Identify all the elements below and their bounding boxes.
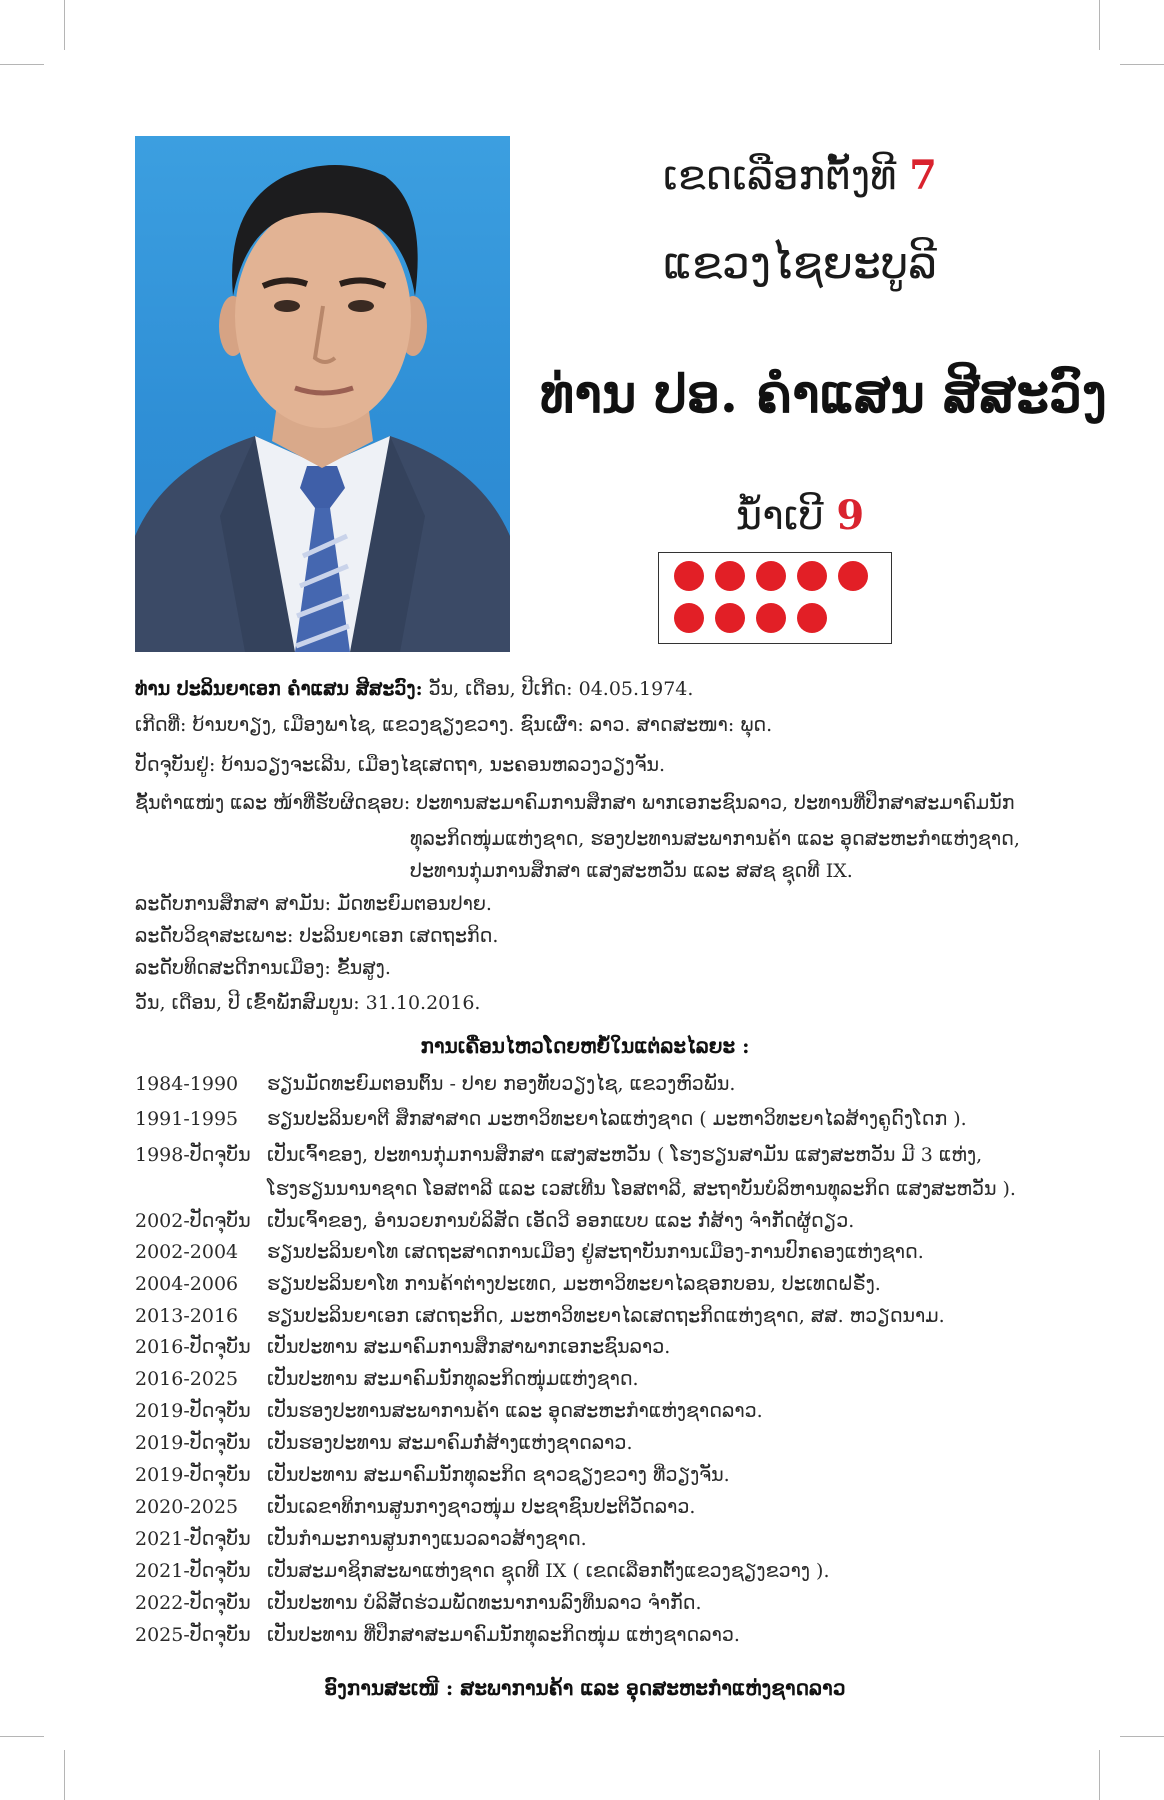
timeline-text: ເປັນກຳມະການສູນກາງແນວລາວສ້າງຊາດ.: [267, 1528, 587, 1550]
timeline-year: 2020-2025: [135, 1496, 239, 1518]
timeline-text: ເປັນເລຂາທິການສູນກາງຊາວໜຸ່ມ ປະຊາຊົນປະຕິວັດລາວ.: [267, 1496, 696, 1518]
bio-party-join-date: ວັນ, ເດືອນ, ປີ ເຂົ້າພັກສົມບູນ: 31.10.2016.: [135, 992, 481, 1014]
crop-mark: [1099, 0, 1100, 50]
proposing-organization: ອົງການສະເໜີ : ສະພາການຄ້າ ແລະ ອຸດສະຫະກຳແຫ່ງຊາດລາວ: [324, 1676, 846, 1700]
timeline-year: 2002-ປັດຈຸບັນ: [135, 1210, 251, 1232]
timeline-text: ເປັນປະທານ ສະມາຄົມນັກທຸລະກິດໜຸ່ມແຫ່ງຊາດ.: [267, 1368, 639, 1390]
candidate-name: ທ່ານ ປອ. ຄຳແສນ ສີສະວົງ: [540, 364, 1107, 425]
timeline-year: 2016-2025: [135, 1368, 239, 1390]
timeline-row: [135, 1464, 730, 1486]
bio-positions-cont: ທຸລະກິດໜຸ່ມແຫ່ງຊາດ, ຮອງປະທານສະພາການຄ້າ ແລະ ອຸດສະຫະກຳແຫ່ງຊາດ,: [410, 828, 1020, 850]
crop-mark: [1099, 1750, 1100, 1800]
timeline-text: ເປັນປະທານ ສະມາຄົມນັກທຸລະກິດ ຊາວຊຽງຂວາງ ທີ່ວຽງຈັນ.: [267, 1464, 730, 1486]
crop-mark: [0, 64, 44, 65]
crop-mark: [1120, 1736, 1164, 1737]
ballot-dot: [674, 603, 704, 633]
bio-birth: [135, 678, 693, 700]
ballot-dot: [838, 561, 868, 591]
bio-birthplace: ເກີດທີ່: ບ້ານບາຽງ, ເມືອງພາໄຊ, ແຂວງຊຽງຂວາງ. ຊົນເຜົ່າ: ລາວ. ສາດສະໜາ: ພຸດ.: [135, 714, 773, 736]
timeline-text: ເປັນປະທານ ບໍລິສັດຮ່ວມພັດທະນາການລົງທຶນລາວ ຈຳກັດ.: [267, 1592, 702, 1614]
timeline-row: [135, 1432, 632, 1454]
ballot-number-value: 9: [836, 492, 865, 539]
timeline-row: [135, 1368, 639, 1390]
bio-positions: ຊັ້ນຕຳແໜ່ງ ແລະ ໜ້າທີ່ຮັບຜິດຊອບ: ປະທານສະມາຄົມການສຶກສາ ພາກເອກະຊົນລາວ, ປະທານທີ່ປຶກສາສະມາຄົມນັກ: [135, 792, 1015, 814]
ballot-dot: [797, 603, 827, 633]
ballot-number-heading: [540, 492, 1060, 539]
timeline-text: ເປັນຮອງປະທານ ສະມາຄົມກໍ່ສ້າງແຫ່ງຊາດລາວ.: [267, 1432, 633, 1454]
timeline-year: 2019-ປັດຈຸບັນ: [135, 1432, 251, 1454]
timeline-text: ຮຽນປະລິນຍາຕີ ສຶກສາສາດ ມະຫາວິທະຍາໄລແຫ່ງຊາດ ( ມະຫາວິທະຍາໄລສ້າງຄູດົງໂດກ ).: [267, 1108, 967, 1130]
crop-mark: [64, 1750, 65, 1800]
ballot-number-label: ນ້ຳເບີ: [735, 493, 824, 539]
timeline-year: 2016-ປັດຈຸບັນ: [135, 1336, 251, 1358]
candidate-portrait: [135, 136, 510, 652]
timeline-row: [135, 1496, 695, 1518]
timeline-text: ຮຽນມັດທະຍົມຕອນຕົ້ນ - ປາຍ ກອງທັບວຽງໄຊ, ແຂວງຫົວພັນ.: [267, 1073, 736, 1095]
ballot-dot: [756, 561, 786, 591]
timeline-text: ຮຽນປະລິນຍາໂທ ການຄ້າຕ່າງປະເທດ, ມະຫາວິທະຍາໄລຊອກບອນ, ປະເທດຝຣັ່ງ.: [267, 1273, 881, 1295]
district-label: ເຂດເລືອກຕັ້ງທີ: [663, 153, 897, 199]
district-heading: [540, 152, 1060, 199]
timeline-year: 2021-ປັດຈຸບັນ: [135, 1560, 251, 1582]
timeline-year: 2004-2006: [135, 1273, 239, 1295]
timeline-row: [135, 1073, 735, 1095]
timeline-row: [135, 1624, 740, 1646]
timeline-year: 2019-ປັດຈຸບັນ: [135, 1464, 251, 1486]
timeline-row: [135, 1305, 945, 1327]
timeline-year: 2002-2004: [135, 1241, 239, 1263]
timeline-text: ເປັນຮອງປະທານສະພາການຄ້າ ແລະ ອຸດສະຫະກຳແຫ່ງຊາດລາວ.: [267, 1400, 763, 1422]
timeline-text: ເປັນເຈົ້າຂອງ, ອຳນວຍການບໍລິສັດ ເອັດວີ ອອກແບບ ແລະ ກໍ່ສ້າງ ຈຳກັດຜູ້ດຽວ.: [267, 1210, 855, 1232]
bio-political-theory: ລະດັບທິດສະດີການເມືອງ: ຂັ້ນສູງ.: [135, 957, 391, 979]
ballot-dot: [756, 603, 786, 633]
timeline-row: [135, 1241, 924, 1263]
timeline-year: 1991-1995: [135, 1108, 239, 1130]
timeline-row: [135, 1592, 702, 1614]
timeline-row: [135, 1144, 982, 1166]
timeline-year: 2013-2016: [135, 1305, 239, 1327]
timeline-year: 2021-ປັດຈຸບັນ: [135, 1528, 251, 1550]
ballot-dot: [674, 561, 704, 591]
ballot-dot: [715, 561, 745, 591]
district-number: 7: [909, 152, 937, 199]
timeline-year: 2019-ປັດຈຸບັນ: [135, 1400, 251, 1422]
timeline-text: ເປັນປະທານ ສະມາຄົມການສຶກສາພາກເອກະຊົນລາວ.: [267, 1336, 671, 1358]
ballot-dot: [715, 603, 745, 633]
timeline-text: ເປັນປະທານ ທີ່ປຶກສາສະມາຄົມນັກທຸລະກິດໜຸ່ມ ແຫ່ງຊາດລາວ.: [267, 1624, 740, 1646]
bio-positions-cont: ປະທານກຸ່ມການສຶກສາ ແສງສະຫວັນ ແລະ ສສຊ ຊຸດທີ IX.: [410, 860, 853, 882]
timeline-year: 1998-ປັດຈຸບັນ: [135, 1144, 251, 1166]
ballot-dot: [797, 561, 827, 591]
timeline-row: [135, 1560, 830, 1582]
timeline-text: ຮຽນປະລິນຍາໂທ ເສດຖະສາດການເມືອງ ຢູ່ສະຖາບັນການເມືອງ-ການປົກຄອງແຫ່ງຊາດ.: [267, 1241, 924, 1263]
timeline-year: 2025-ປັດຈຸບັນ: [135, 1624, 251, 1646]
timeline-year: 2022-ປັດຈຸບັນ: [135, 1592, 251, 1614]
crop-mark: [64, 0, 65, 50]
timeline-row: [135, 1273, 881, 1295]
timeline-title: ການເຄື່ອນໄຫວໂດຍຫຍໍ້ໃນແຕ່ລະໄລຍະ :: [420, 1034, 750, 1058]
timeline-row: [135, 1108, 967, 1130]
ballot-dot-box: [658, 552, 892, 644]
bio-specialization: ລະດັບວິຊາສະເພາະ: ປະລິນຍາເອກ ເສດຖະກິດ.: [135, 925, 499, 947]
bio-birthdate: ວັນ, ເດືອນ, ປີເກີດ: 04.05.1974.: [422, 678, 694, 700]
crop-mark: [1120, 64, 1164, 65]
bio-residence: ປັດຈຸບັນຢູ່: ບ້ານວຽງຈະເລີນ, ເມືອງໄຊເສດຖາ, ນະຄອນຫລວງວຽງຈັນ.: [135, 754, 666, 776]
timeline-row: [135, 1210, 854, 1232]
timeline-text: ຮຽນປະລິນຍາເອກ ເສດຖະກິດ, ມະຫາວິທະຍາໄລເສດຖະກິດແຫ່ງຊາດ, ສສ. ຫວຽດນາມ.: [267, 1305, 945, 1327]
bio-general-education: ລະດັບການສຶກສາ ສາມັນ: ມັດທະຍົມຕອນປາຍ.: [135, 893, 492, 915]
timeline-row: [135, 1336, 670, 1358]
timeline-row: [135, 1528, 587, 1550]
bio-name-label: ທ່ານ ປະລິນຍາເອກ ຄຳແສນ ສີສະວົງ:: [135, 678, 423, 700]
timeline-year: 1984-1990: [135, 1073, 239, 1095]
timeline-text: ເປັນເຈົ້າຂອງ, ປະທານກຸ່ມການສຶກສາ ແສງສະຫວັນ ( ໂຮງຮຽນສາມັນ ແສງສະຫວັນ ມີ 3 ແຫ່ງ,: [267, 1144, 983, 1166]
timeline-row: [135, 1400, 763, 1422]
timeline-text: ເປັນສະມາຊິກສະພາແຫ່ງຊາດ ຊຸດທີ IX ( ເຂດເລືອກຕັ້ງແຂວງຊຽງຂວາງ ).: [267, 1560, 830, 1582]
crop-mark: [0, 1736, 44, 1737]
province-heading: ແຂວງໄຊຍະບູລີ: [663, 238, 937, 289]
timeline-text-cont: ໂຮງຮຽນນານາຊາດ ໂອສຕາລີ ແລະ ເວສເທີນ ໂອສຕາລີ, ສະຖາບັນບໍລິຫານທຸລະກິດ ແສງສະຫວັນ ).: [267, 1178, 1016, 1200]
